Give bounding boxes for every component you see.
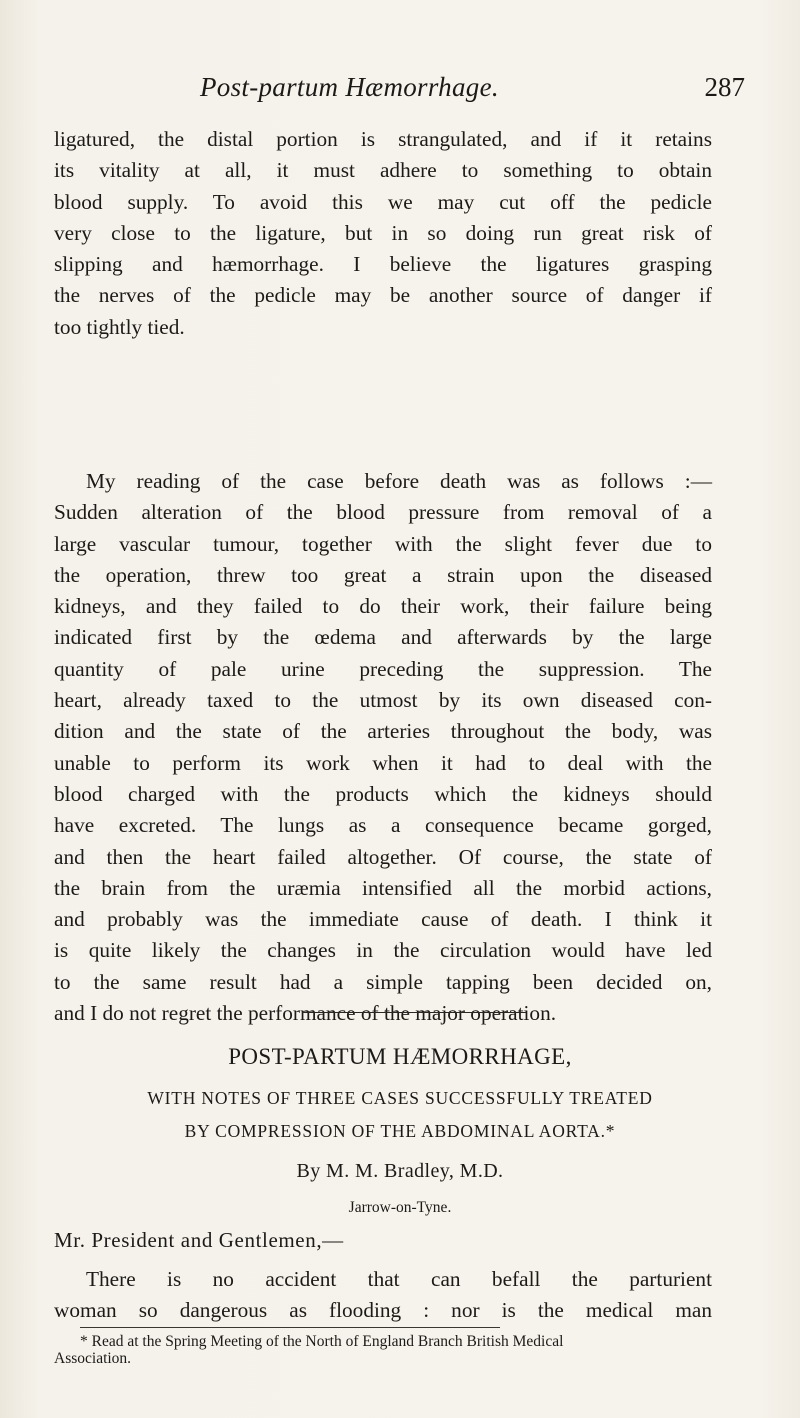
page-number: 287	[704, 72, 745, 102]
article-subtitle-line-1: WITH NOTES OF THREE CASES SUCCESSFULLY TREATED	[147, 1088, 653, 1108]
footnote-divider	[80, 1327, 500, 1328]
salutation: Mr. President and Gentlemen,—	[54, 1228, 344, 1252]
paragraph-continued	[54, 124, 712, 343]
running-head	[200, 72, 745, 112]
text-line: quantity of pale urine preceding the suppression. The	[54, 656, 712, 681]
running-title: Post-partum Hæmorrhage.	[200, 72, 499, 102]
text-line: blood supply. To avoid this we may cut off the pedicle	[54, 189, 712, 214]
article-title: POST-PARTUM HÆMORRHAGE,	[228, 1044, 572, 1069]
text-line: My reading of the case before death was as follows :—	[86, 469, 712, 493]
text-line: woman so dangerous as flooding : nor is the medical man	[54, 1298, 712, 1323]
footnote	[54, 1333, 714, 1367]
author-place: Jarrow-on-Tyne.	[348, 1199, 452, 1216]
text-line: very close to the ligature, but in so doing run great risk of	[54, 220, 712, 245]
text-line: and then the heart failed altogether. Of course, the state of	[54, 844, 712, 869]
text-line: heart, already taxed to the utmost by its own diseased con-	[54, 688, 712, 713]
paragraph-opening	[54, 1264, 712, 1327]
text-line: large vascular tumour, together with the slight fever due to	[54, 531, 712, 556]
text-line: dition and the state of the arteries throughout the body, was	[54, 719, 712, 744]
footnote-line: Association.	[54, 1350, 132, 1367]
text-line: too tightly tied.	[54, 314, 185, 339]
text-line: to the same result had a simple tapping been decided on,	[54, 969, 712, 994]
text-line: and I do not regret the performance of the major operation.	[54, 1001, 557, 1026]
text-line: and probably was the immediate cause of death. I think it	[54, 907, 712, 932]
text-line: the nerves of the pedicle may be another source of danger if	[54, 283, 712, 308]
text-line: indicated first by the œdema and afterwards by the large	[54, 625, 712, 650]
text-line: unable to perform its work when it had to deal with the	[54, 750, 712, 775]
footnote-line: * Read at the Spring Meeting of the North of England Branch British Medical	[80, 1333, 564, 1350]
text-line: Sudden alteration of the blood pressure from removal of a	[54, 500, 712, 525]
text-line: kidneys, and they failed to do their work, their failure being	[54, 594, 712, 619]
text-line: the operation, threw too great a strain upon the diseased	[54, 562, 712, 587]
text-line: blood charged with the products which the kidneys should	[54, 781, 712, 806]
text-line: There is no accident that can befall the parturient	[86, 1267, 712, 1291]
text-line: ligatured, the distal portion is strangulated, and if it retains	[54, 127, 712, 151]
text-line: have excreted. The lungs as a consequence became gorged,	[54, 813, 712, 838]
text-line: the brain from the uræmia intensified all the morbid actions,	[54, 875, 712, 900]
section-divider	[302, 1012, 526, 1013]
article-subtitle-line-2: BY COMPRESSION OF THE ABDOMINAL AORTA.*	[184, 1121, 616, 1141]
author-byline: By M. M. Bradley, M.D.	[296, 1160, 504, 1182]
text-line: slipping and hæmorrhage. I believe the ligatures grasping	[54, 252, 712, 277]
text-line: is quite likely the changes in the circulation would have led	[54, 938, 712, 963]
text-line: its vitality at all, it must adhere to something to obtain	[54, 158, 712, 183]
paragraph-case-reading	[54, 466, 712, 1029]
